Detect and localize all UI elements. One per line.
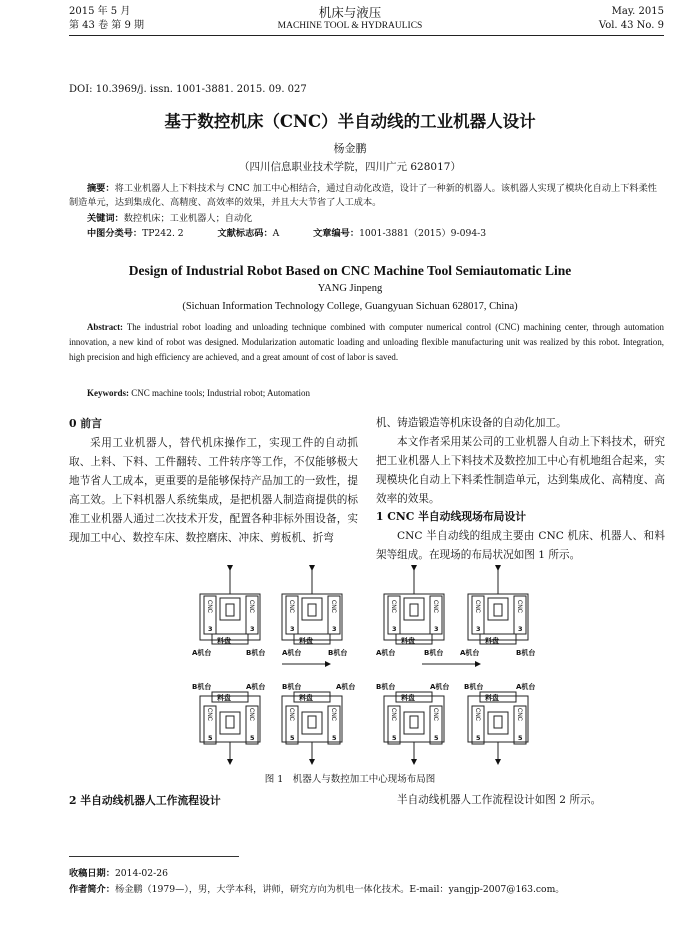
tray-label: 料盘: [217, 637, 231, 645]
a-table-label: A机台: [516, 683, 536, 691]
journal-name-cn: 机床与液压: [318, 5, 382, 20]
header-date-en: May. 2015: [611, 6, 664, 17]
clc-number: TP242. 2: [142, 228, 184, 239]
station-number: 3: [392, 625, 397, 633]
abstract-en-text: The industrial robot loading and unloading technique combined with computer numerical control (CNC) machining center, through automation innovation, a new kind of robot was designed. Modularization automatic loading and unloading flexible manufacturing unit was realized by this robot. Integration, high precision and high efficiency are achieved, and a great amount of cost of labor is saved.: [69, 322, 664, 362]
header-rule: [69, 35, 664, 36]
journal-name-en: MACHINE TOOL & HYDRAULICS: [277, 21, 423, 31]
a-table-label: A机台: [246, 683, 266, 691]
doi: DOI: 10.3969/j. issn. 1001-3881. 2015. 09. 027: [69, 84, 307, 95]
station-number: 5: [392, 734, 397, 742]
station-number: 3: [250, 625, 255, 633]
a-table-label: A机台: [282, 649, 302, 657]
clc-label: 中图分类号：: [87, 228, 143, 239]
header-volume: 第 43 卷 第 9 期: [69, 20, 144, 31]
cnc-label: CNC: [432, 708, 438, 721]
section-0-paragraph-1-continued: 机、铸造锻造等机床设备的自动化加工。: [376, 417, 567, 429]
doc-code: A: [272, 228, 280, 239]
keywords-en-label: Keywords:: [87, 388, 129, 398]
station-number: 5: [476, 734, 481, 742]
affiliation-en: (Sichuan Information Technology College, Guangyuan Sichuan 628017, China): [182, 301, 518, 312]
paper-title-en: Design of Industrial Robot Based on CNC Machine Tool Semiautomatic Line: [128, 263, 572, 278]
a-table-label: A机台: [460, 649, 480, 657]
section-0-paragraph-1: 采用工业机器人，替代机床操作工，实现工件的自动抓取、上料、下料、工件翻转、工件转序等工作，不仅能够极大地节省人工成本，更重要的是能够保持产品加工的一致性，提高工效。上下料机器人系统集成，是把机器人制造商提供的标准工业机器人通过二次技术开发，配置各种非标外围设备，实现加工中心、数控车床、数控磨床、冲床、剪板机、折弯: [69, 437, 358, 544]
cnc-label: CNC: [288, 600, 294, 613]
cnc-label: CNC: [474, 600, 480, 613]
tray-label: 料盘: [401, 694, 415, 702]
station-number: 3: [434, 625, 439, 633]
cnc-label: CNC: [390, 600, 396, 613]
tray-label: 料盘: [299, 694, 313, 702]
b-table-label: B机台: [328, 649, 348, 657]
keywords-cn-label: 关键词：: [87, 213, 124, 224]
station-number: 3: [208, 625, 213, 633]
section-0-heading: 0 前言: [69, 417, 102, 430]
cnc-label: CNC: [474, 708, 480, 721]
tray-label: 料盘: [401, 637, 415, 645]
abstract-en: [69, 320, 664, 365]
b-table-label: B机台: [424, 649, 444, 657]
cnc-label: CNC: [516, 600, 522, 613]
station-number: 5: [208, 734, 213, 742]
tray-label: 料盘: [217, 694, 231, 702]
figure-1-layout-diagram: [190, 562, 570, 768]
station-number: 5: [250, 734, 255, 742]
layout-cell: [282, 692, 342, 764]
article-number: 1001-3881（2015）9-094-3: [359, 228, 487, 239]
cnc-label: CNC: [288, 708, 294, 721]
keywords-cn: [87, 212, 252, 226]
b-table-label: B机台: [246, 649, 266, 657]
section-1-heading: 1 CNC 半自动线现场布局设计: [376, 510, 527, 523]
b-table-label: B机台: [464, 683, 484, 691]
station-number: 5: [518, 734, 523, 742]
tray-label: 料盘: [485, 637, 499, 645]
bio-label: 作者简介：: [69, 884, 115, 895]
cnc-label: CNC: [206, 708, 212, 721]
received-value: 2014-02-26: [114, 868, 168, 879]
footnote-rule: [69, 856, 239, 857]
b-table-label: B机台: [192, 683, 212, 691]
author-bio: [69, 881, 669, 895]
keywords-cn-text: 数控机床；工业机器人；自动化: [123, 213, 253, 224]
station-number: 3: [332, 625, 337, 633]
keywords-en-text: CNC machine tools; Industrial robot; Automation: [131, 388, 310, 398]
a-table-label: A机台: [430, 683, 450, 691]
abstract-en-label: Abstract:: [87, 322, 123, 332]
abstract-cn: [69, 182, 664, 210]
section-2-heading: 2 半自动线机器人工作流程设计: [69, 794, 221, 807]
figure-1-caption: 图 1 机器人与数控加工中心现场布局图: [264, 774, 436, 785]
cnc-label: CNC: [516, 708, 522, 721]
a-table-label: A机台: [336, 683, 356, 691]
cnc-label: CNC: [248, 600, 254, 613]
classification-line: [87, 227, 664, 241]
section-2-paragraph-1: 半自动线机器人工作流程设计如图 2 所示。: [397, 794, 602, 806]
tray-label: 料盘: [485, 694, 499, 702]
article-number-label: 文章编号：: [313, 228, 360, 239]
station-number: 3: [476, 625, 481, 633]
station-number: 3: [290, 625, 295, 633]
cnc-label: CNC: [206, 600, 212, 613]
header-date: 2015 年 5 月: [69, 6, 131, 17]
layout-cell: [384, 692, 444, 764]
station-number: 5: [434, 734, 439, 742]
received-date: [69, 865, 168, 879]
keywords-en: [87, 388, 310, 398]
bio-text: 杨金鹏（1979—），男，大学本科，讲师，研究方向为机电一体化技术。E-mail：yangjp-2007@163.com。: [114, 884, 565, 895]
abstract-cn-text: 将工业机器人上下料技术与 CNC 加工中心相结合，通过自动化改造，设计了一种新的机器人。该机器人实现了模块化自动上下料柔性制造单元，达到集成化、高精度、高效率的效果，并且大大节省了人工成本。: [69, 183, 657, 208]
cnc-label: CNC: [248, 708, 254, 721]
affiliation-cn: （四川信息职业技术学院，四川广元 628017）: [239, 161, 461, 173]
cnc-label: CNC: [390, 708, 396, 721]
a-table-label: A机台: [376, 649, 396, 657]
header-volume-en: Vol. 43 No. 9: [598, 20, 664, 31]
station-number: 5: [332, 734, 337, 742]
received-label: 收稿日期：: [69, 868, 115, 879]
cnc-label: CNC: [330, 708, 336, 721]
station-number: 3: [518, 625, 523, 633]
layout-cell: [200, 692, 260, 764]
author-en: YANG Jinpeng: [317, 283, 383, 294]
cnc-label: CNC: [432, 600, 438, 613]
section-0-paragraph-2: 本文作者采用某公司的工业机器人自动上下料技术，研究把工业机器人上下料技术及数控加工中心有机地组合起来，实现模块化自动上下料柔性制造单元，达到集成化、高精度、高效率的效果。: [376, 436, 665, 505]
section-1-paragraph-1: CNC 半自动线的组成主要由 CNC 机床、机器人、和料架等组成。在现场的布局状况如图 1 所示。: [376, 530, 665, 561]
tray-label: 料盘: [299, 637, 313, 645]
doc-code-label: 文献标志码：: [217, 228, 273, 239]
author-cn: 杨金鹏: [333, 142, 367, 155]
paper-title-cn: 基于数控机床（CNC）半自动线的工业机器人设计: [164, 112, 536, 131]
station-number: 5: [290, 734, 295, 742]
cnc-label: CNC: [330, 600, 336, 613]
a-table-label: A机台: [192, 649, 212, 657]
layout-cell: [468, 692, 528, 764]
b-table-label: B机台: [282, 683, 302, 691]
b-table-label: B机台: [516, 649, 536, 657]
abstract-cn-label: 摘要：: [87, 183, 115, 194]
b-table-label: B机台: [376, 683, 396, 691]
